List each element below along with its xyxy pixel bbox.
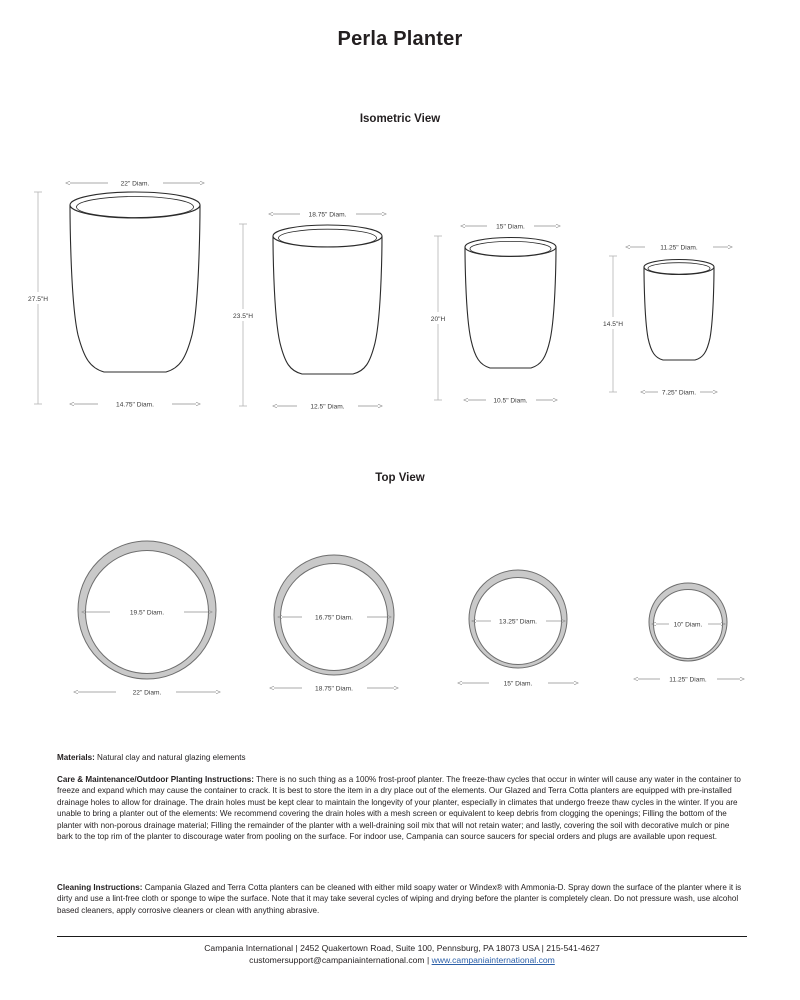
footer-website-link[interactable]: www.campaniainternational.com (431, 955, 555, 966)
dimension-bottom-1 (74, 401, 196, 408)
care-label: Care & Maintenance/Outdoor Planting Instructions: (57, 775, 254, 784)
planter-drawing-4 (644, 260, 714, 361)
footer-separator: | (424, 955, 432, 966)
dim-inner-diameter-1: 19.5" Diam. (129, 609, 165, 617)
cleaning-label: Cleaning Instructions: (57, 883, 143, 892)
dim-bottom-diameter-3: 10.5" Diam. (493, 397, 528, 405)
dim-outer-diameter-3: 15" Diam. (503, 680, 533, 688)
dimension-top-1 (70, 180, 200, 187)
materials-text: Natural clay and natural glazing elements (94, 753, 246, 762)
dimension-height-2 (230, 224, 256, 406)
dimension-top-3 (465, 223, 556, 230)
footer-divider (57, 936, 747, 937)
dimension-outer-3 (462, 680, 574, 687)
care-instructions-paragraph (57, 774, 747, 843)
isometric-view-group (0, 150, 800, 430)
dim-inner-diameter-3: 13.25" Diam. (499, 618, 537, 626)
materials-paragraph (57, 752, 747, 763)
dim-inner-diameter-4: 10" Diam. (673, 621, 703, 629)
top-view-heading: Top View (375, 472, 425, 484)
planter-drawing-3 (465, 238, 556, 369)
dim-outer-diameter-4: 11.25" Diam. (669, 676, 707, 684)
dim-bottom-diameter-1: 14.75" Diam. (116, 401, 154, 409)
planter-drawing-2 (273, 225, 382, 374)
planter-drawing-1 (70, 192, 200, 372)
footer-email: customersupport@campaniainternational.com (249, 955, 425, 966)
page-title: Perla Planter (337, 28, 463, 50)
dimension-top-2 (273, 211, 382, 218)
dim-top-diameter-1: 22" Diam. (120, 180, 150, 188)
dimension-bottom-3 (468, 397, 553, 404)
dimension-height-3 (427, 236, 449, 400)
footer (57, 942, 747, 967)
dim-top-diameter-4: 11.25" Diam. (660, 244, 698, 252)
cleaning-instructions-paragraph (57, 882, 747, 916)
cleaning-text: Campania Glazed and Terra Cotta planters can be cleaned with either mild soapy water or Windex® with Ammonia-D. Spray down the surface of the planter where it is dirty and use a lint-free cloth or sponge to wipe the surface. Note that it may take several cycles of wiping and drying before the planter is completely clean. Do not pressure wash, use alcohol based cleaners, apply corrosive cleaners or clean with anything abrasive. (57, 883, 742, 915)
footer-contact-line (57, 954, 747, 966)
dim-height-1: 27.5"H (28, 296, 48, 303)
dimension-outer-1 (78, 689, 216, 696)
dimension-bottom-2 (277, 403, 378, 410)
footer-address-line: Campania International | 2452 Quakertown Road, Suite 100, Pennsburg, PA 18073 USA | 215-541-4627 (204, 943, 600, 953)
top-view-group (0, 505, 800, 705)
care-text: There is no such thing as a 100% frost-proof planter. The freeze-thaw cycles that occur in winter will cause any water in the container to freeze and expand which may cause the container to crack. It is best to store the item in a dry place out of the elements. Our Glazed and Terra Cotta planters are equipped with pre-installed drainage holes to allow for drainage. The drain holes must be kept clear to maintain the longevity of your planter, especially in climates that undergo freeze thaw cycles in the winter. If you are unable to bring a planter out of the elements: We recommend covering the drain holes with a mesh screen or equivalent to keep debris from clogging the openings; Filling the bottom of the planter with non-porous drainage material; Filling the remainder of the planter with a well-draining soil mix that will not retain water; and lastly, covering the soil with decorative mulch or pine bark to the top rim of the planter to discourage water from pooling on the surface. For indoor use, Campania can source saucers for special orders and plugs are available upon request. (57, 775, 741, 842)
dim-outer-diameter-2: 18.75" Diam. (315, 685, 353, 693)
dim-top-diameter-3: 15" Diam. (496, 223, 525, 231)
isometric-view-heading: Isometric View (359, 113, 441, 125)
materials-label: Materials: (57, 753, 95, 762)
dimension-bottom-4 (645, 389, 713, 396)
dim-height-4: 14.5"H (603, 321, 623, 328)
dim-height-2: 23.5"H (233, 313, 253, 320)
dimension-height-1 (25, 192, 51, 404)
dimension-outer-2 (274, 685, 394, 692)
dim-bottom-diameter-2: 12.5" Diam. (310, 403, 345, 411)
dim-inner-diameter-2: 16.75" Diam. (315, 614, 353, 622)
dimension-top-4 (630, 244, 728, 251)
dim-top-diameter-2: 18.75" Diam. (308, 211, 347, 219)
dim-outer-diameter-1: 22" Diam. (132, 689, 162, 697)
dimension-outer-4 (638, 676, 740, 683)
dimension-height-4 (601, 256, 625, 392)
dim-bottom-diameter-4: 7.25" Diam. (661, 389, 697, 397)
dim-height-3: 20"H (430, 316, 446, 323)
